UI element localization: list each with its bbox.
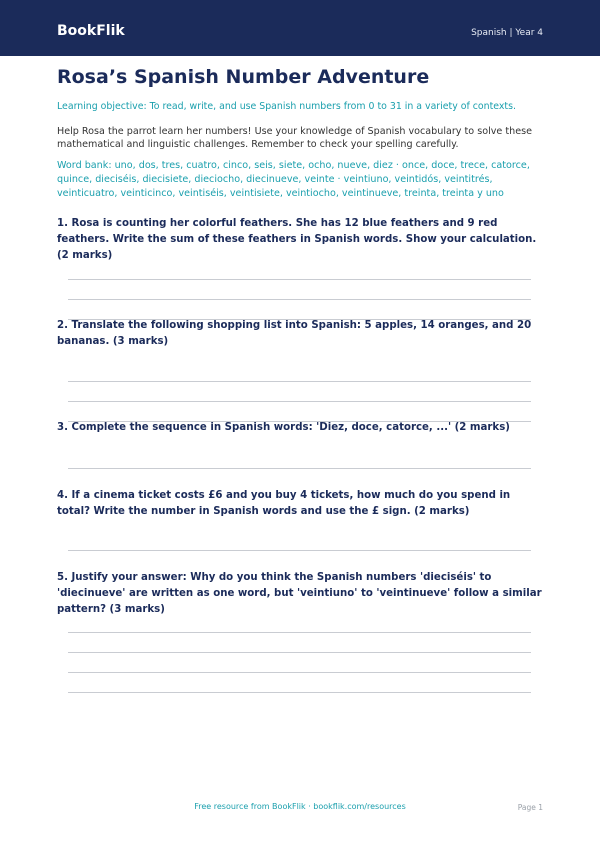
question-3: 3. Complete the sequence in Spanish words: 'Diez, doce, catorce, ...' (2 marks) (57, 422, 510, 433)
answer-line[interactable] (68, 299, 531, 300)
question-4: 4. If a cinema ticket costs £6 and you buy 4 tickets, how much do you spend in total? Write the number in Spanish words and use the £ sign. (2 marks) (57, 490, 511, 517)
answer-line[interactable] (68, 279, 531, 280)
question-2: 2. Translate the following shopping list into Spanish: 5 apples, 14 oranges, and 20 bananas. (3 marks) (57, 320, 532, 347)
answer-line[interactable] (68, 632, 531, 633)
answer-line[interactable] (68, 381, 531, 382)
answer-line[interactable] (68, 692, 531, 693)
footer-resource-link[interactable]: Free resource from BookFlik · bookflik.com/resources (194, 802, 406, 811)
subject-year-label: Spanish | Year 4 (471, 28, 543, 38)
answer-line[interactable] (68, 468, 531, 469)
word-bank: Word bank: uno, dos, tres, cuatro, cinco, seis, siete, ocho, nueve, diez · once, doce, trece, catorce, quince, dieciséis, diecisiete, dieciocho, diecinueve, veinte · veintiuno, veintidós, veintitrés, veinticuatro, veinticinco, veintiséis, veintisiete, veintiocho, veintinueve, treinta, treinta y uno (57, 160, 530, 199)
answer-line[interactable] (68, 401, 531, 402)
question-1: 1. Rosa is counting her colorful feathers. She has 12 blue feathers and 9 red feathers. Write the sum of these feathers in Spanish words. Show your calculation. (2 marks) (57, 218, 537, 261)
page-number: Page 1 (517, 803, 543, 812)
learning-objective: Learning objective: To read, write, and use Spanish numbers from 0 to 31 in a variety of contexts. (57, 101, 516, 112)
answer-line[interactable] (68, 652, 531, 653)
brand-logo-text: BookFlik (57, 23, 125, 39)
question-5: 5. Justify your answer: Why do you think the Spanish numbers 'dieciséis' to 'diecinueve' are written as one word, but 'veintiuno' to 'veintinueve' follow a similar pattern? (3 marks) (57, 572, 542, 615)
intro-paragraph: Help Rosa the parrot learn her numbers! Use your knowledge of Spanish vocabulary to solve these mathematical and linguistic challenges. Remember to check your spelling carefully. (57, 126, 533, 150)
worksheet-title: Rosa’s Spanish Number Adventure (57, 66, 430, 88)
page-header (0, 0, 600, 56)
answer-line[interactable] (68, 550, 531, 551)
answer-line[interactable] (68, 672, 531, 673)
